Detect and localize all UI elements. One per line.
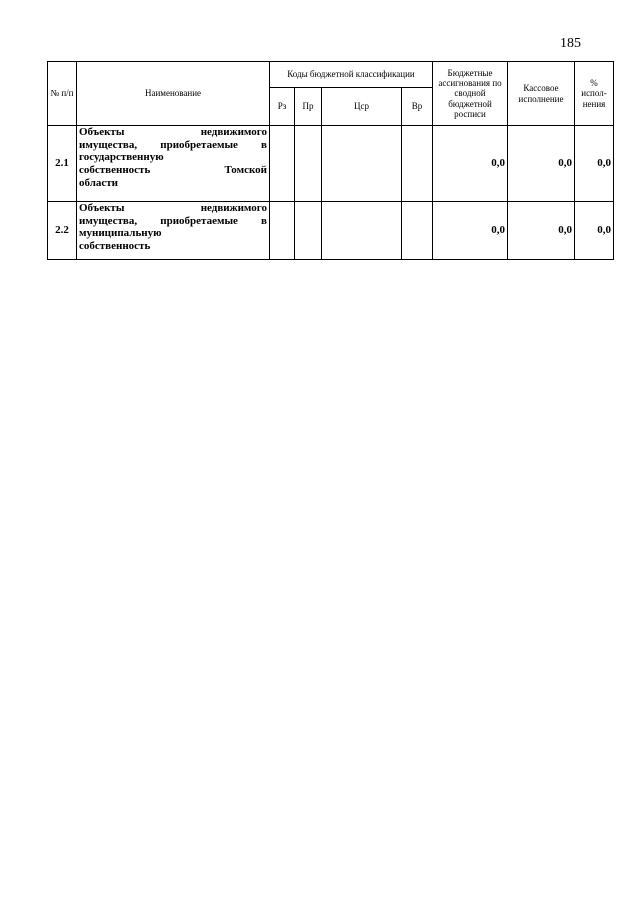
row-rz (270, 126, 295, 202)
header-vr: Вр (402, 88, 433, 126)
row-name-line: Объекты недвижимого (79, 126, 267, 138)
header-tsr: Цср (322, 88, 402, 126)
row-name (77, 126, 270, 202)
row-name-line: собственность (79, 239, 151, 252)
table-row (48, 202, 614, 260)
table-header-row (48, 62, 614, 88)
row-name-line: Объекты недвижимого (79, 202, 267, 214)
table-row (48, 126, 614, 202)
row-name (77, 202, 270, 260)
row-number: 2.2 (48, 202, 77, 260)
header-rz: Рз (270, 88, 295, 126)
row-percent: 0,0 (575, 126, 614, 202)
header-number: № п/п (48, 62, 77, 126)
row-pr (295, 202, 322, 260)
row-cash-execution: 0,0 (508, 202, 575, 260)
header-cash-execution: Кассовое исполнение (508, 62, 575, 126)
row-cash-execution: 0,0 (508, 126, 575, 202)
row-number: 2.1 (48, 126, 77, 202)
header-pr: Пр (295, 88, 322, 126)
row-tsr (322, 202, 402, 260)
row-name-line: собственность Томской (79, 163, 267, 176)
header-name: Наименование (77, 62, 270, 126)
budget-execution-table (47, 61, 614, 260)
row-name-line: области (79, 176, 119, 189)
row-name-line: имущества, приобретаемые в (79, 214, 267, 227)
row-name-line: государственную (79, 151, 164, 164)
row-name-line: имущества, приобретаемые в (79, 138, 267, 151)
row-pr (295, 126, 322, 202)
row-rz (270, 202, 295, 260)
row-percent: 0,0 (575, 202, 614, 260)
row-tsr (322, 126, 402, 202)
header-codes-group: Коды бюджетной классификации (270, 62, 433, 88)
row-assignments: 0,0 (433, 126, 508, 202)
page-number: 185 (560, 36, 581, 51)
header-assignments: Бюджетные ассигнования по сводной бюджетной росписи (433, 62, 508, 126)
row-assignments: 0,0 (433, 202, 508, 260)
header-percent: % испол-нения (575, 62, 614, 126)
row-vr (402, 126, 433, 202)
row-name-line: муниципальную (79, 227, 162, 240)
row-vr (402, 202, 433, 260)
